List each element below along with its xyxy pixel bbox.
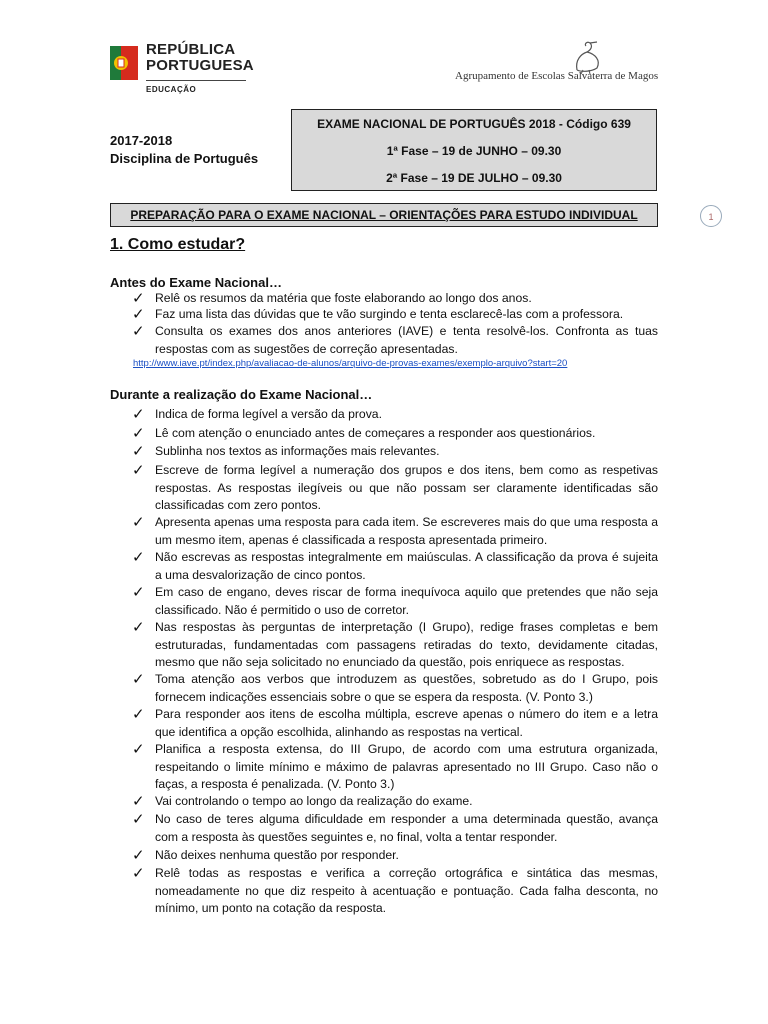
exam-phase-1: 1ª Fase – 19 de JUNHO – 09.30 (386, 144, 562, 158)
checkmark-icon: ✓ (132, 306, 145, 323)
checkmark-icon: ✓ (132, 741, 145, 758)
list-item: Relê todas as respostas e verifica a correção ortográfica e sintática das mesmas, nomeadamente no que diz respeito à acentuação e pontuação. Cada falha desconta, no mínimo, um ponto na cotação da resposta. (155, 866, 658, 916)
checkmark-icon: ✓ (132, 323, 145, 340)
list-item: Apresenta apenas uma resposta para cada item. Se escreveres mais do que uma resposta a um mesmo item, apenas é classificada a resposta apresentada primeiro. (155, 515, 658, 547)
subject-name: Disciplina de Português (110, 151, 259, 166)
list-item: Toma atenção aos verbos que introduzem as questões, sobretudo as do I Grupo, pois fornecem indicações essenciais sobre o que se espera da resposta. (V. Ponto 3.) (155, 672, 658, 704)
page-number: 1 (700, 205, 722, 227)
list-item: Para responder aos itens de escolha múltipla, escreve apenas o número do item e a letra que identifica a opção escolhida, alinhando as respostas na vertical. (155, 707, 658, 739)
school-name: Agrupamento de Escolas Salvaterra de Magos (455, 70, 659, 82)
list-item: Lê com atenção o enunciado antes de começares a responder aos questionários. (155, 426, 596, 440)
logo-divider (146, 80, 246, 81)
checkmark-icon: ✓ (132, 514, 145, 531)
checkmark-icon: ✓ (132, 425, 145, 442)
list-item: Em caso de engano, deves riscar de forma inequívoca aquilo que pretendes que não seja classificado. Não é permitido o uso de corretor. (155, 585, 658, 617)
checkmark-icon: ✓ (132, 406, 145, 423)
list-item: Indica de forma legível a versão da prova. (155, 407, 382, 421)
list-item: Não escrevas as respostas integralmente em maiúsculas. A classificação da prova é sujeita a uma desvalorização de cinco pontos. (155, 550, 658, 582)
checkmark-icon: ✓ (132, 290, 145, 307)
list-item: No caso de teres alguma dificuldade em responder a uma determinada questão, avança com a resposta às questões seguintes e, no final, volta a tentar responder. (155, 812, 658, 844)
exam-info-box (291, 109, 657, 191)
checkmark-icon: ✓ (132, 847, 145, 864)
checkmark-icon: ✓ (132, 443, 145, 460)
republica-portuguesa-logo (110, 41, 254, 102)
logo-line-1: REPÚBLICA (146, 41, 236, 58)
list-item: Consulta os exames dos anos anteriores (IAVE) e tenta resolvê-los. Confronta as tuas respostas com as sugestões de correção apresentadas. (155, 324, 658, 356)
during-exam-heading: Durante a realização do Exame Nacional… (110, 387, 373, 402)
list-item: Relê os resumos da matéria que foste elaborando ao longo dos anos. (155, 291, 532, 305)
school-year-block (110, 132, 258, 168)
list-item: Não deixes nenhuma questão por responder. (155, 848, 399, 862)
checkmark-icon: ✓ (132, 671, 145, 688)
logo-education-label: EDUCAÇÃO (146, 85, 197, 94)
checkmark-icon: ✓ (132, 619, 145, 636)
section-title: 1. Como estudar? (110, 236, 246, 253)
school-logo (455, 40, 685, 90)
coat-of-arms-icon (110, 46, 138, 80)
checkmark-icon: ✓ (132, 462, 145, 479)
section-banner: PREPARAÇÃO PARA O EXAME NACIONAL – ORIENTAÇÕES PARA ESTUDO INDIVIDUAL (110, 203, 658, 227)
checkmark-icon: ✓ (132, 793, 145, 810)
checkmark-icon: ✓ (132, 706, 145, 723)
checkmark-icon: ✓ (132, 865, 145, 882)
logo-line-2: PORTUGUESA (146, 57, 254, 74)
iave-archive-link[interactable]: http://www.iave.pt/index.php/avaliacao-de-alunos/arquivo-de-provas-exames/exemplo-arquivo?start=20 (133, 358, 568, 369)
list-item: Vai controlando o tempo ao longo da realização do exame. (155, 794, 473, 808)
heron-icon (557, 40, 607, 74)
checkmark-icon: ✓ (132, 584, 145, 601)
list-item: Sublinha nos textos as informações mais relevantes. (155, 444, 440, 458)
school-year: 2017-2018 (110, 133, 173, 148)
exam-phase-2: 2ª Fase – 19 DE JULHO – 09.30 (386, 171, 562, 185)
list-item: Escreve de forma legível a numeração dos grupos e dos itens, bem como as respetivas respostas. As respostas ilegíveis ou que não possam ser claramente identificadas são classificadas com zero pontos. (155, 463, 658, 513)
checkmark-icon: ✓ (132, 811, 145, 828)
checkmark-icon: ✓ (132, 549, 145, 566)
list-item: Planifica a resposta extensa, do III Grupo, de acordo com uma estrutura organizada, respeitando o limite mínimo e máximo de palavras apresentado no III Grupo. Caso não o faças, a resposta é penalizada. (V. Ponto 3.) (155, 742, 658, 792)
before-exam-heading: Antes do Exame Nacional… (110, 275, 282, 290)
list-item: Nas respostas às perguntas de interpretação (I Grupo), redige frases completas e bem estruturadas, fundamentadas com passagens retiradas do texto, devidamente citadas, mesmo que não seja solicitado no enunciado da questão, pois enriquece as respostas. (155, 620, 658, 670)
exam-title: EXAME NACIONAL DE PORTUGUÊS 2018 - Código 639 (317, 117, 631, 131)
list-item: Faz uma lista das dúvidas que te vão surgindo e tenta esclarecê-las com a professora. (155, 307, 624, 321)
